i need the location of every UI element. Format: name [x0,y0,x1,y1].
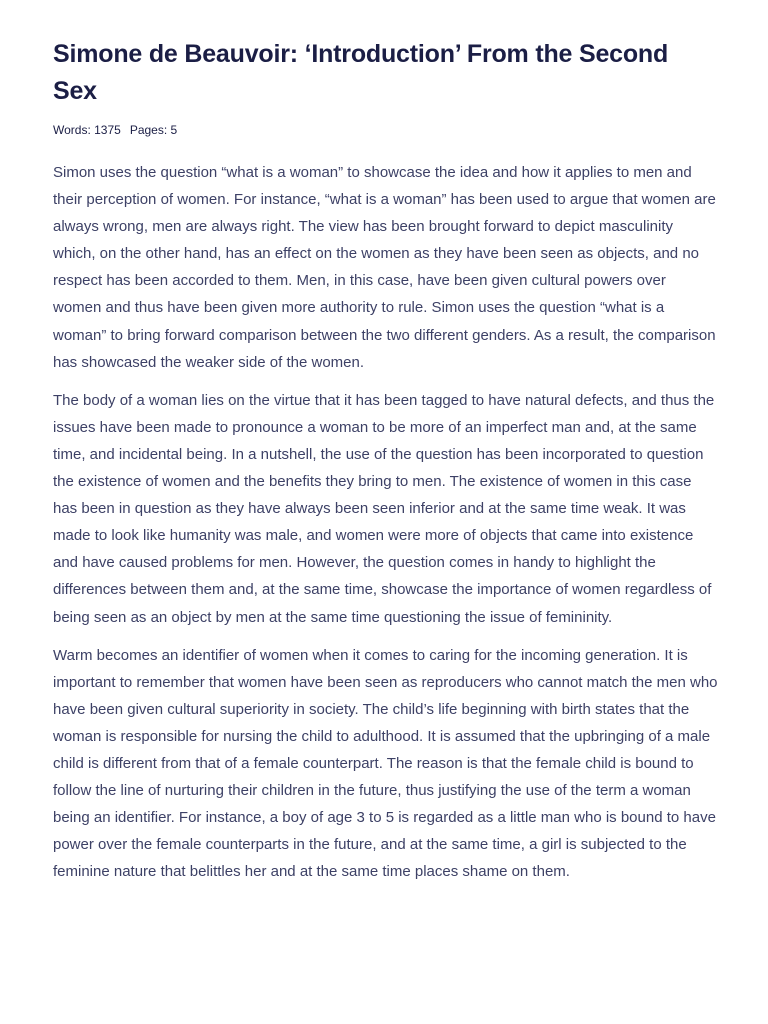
paragraph-3: Warm becomes an identifier of women when it comes to caring for the incoming generation. It is important to remember that women have been seen as reproducers who cannot match the men who have been given cultural superiority in society. The child’s life beginning with birth states that the woman is responsible for nursing the child to adulthood. It is assumed that the upbringing of a male child is different from that of a female counterpart. The reason is that the female child is bound to follow the line of nurturing their children in the future, thus justifying the use of the term a woman being an identifier. For instance, a boy of age 3 to 5 is regarded as a little man who is bound to have power over the female counterparts in the future, and at the same time, a girl is subjected to the feminine nature that belittles her and at the same time places shame on them. [53,646,718,881]
paragraph-2: The body of a woman lies on the virtue that it has been tagged to have natural defects, and thus the issues have been made to pronounce a woman to be more of an imperfect man and, at the same time, and incidental being. In a nutshell, the use of the question has been incorporated to question the existence of women and the benefits they bring to men. The existence of women in this case has been in question as they have always been seen inferior and at the same time weak. It was made to look like humanity was male, and women were more of objects that came into existence and have caused problems for men. However, the question comes in handy to highlight the differences between them and, at the same time, showcase the importance of women regardless of being seen as an object by men at the same time questioning the issue of femininity. [53,391,715,626]
document-body [53,159,718,885]
word-count: Words: 1375 [53,123,121,137]
document-page [53,36,718,896]
page-count: Pages: 5 [129,123,178,137]
document-title: Simone de Beauvoir: ‘Introduction’ From the Second Sex [53,40,669,105]
document-meta [53,123,718,137]
paragraph-1: Simon uses the question “what is a woman” to showcase the idea and how it applies to men and their perception of women. For instance, “what is a woman” has been used to argue that women are always wrong, men are always right. The view has been brought forward to depict masculinity which, on the other hand, has an effect on the women as they have been seen as objects, and no respect has been accorded to them. Men, in this case, have been given cultural powers over women and thus have been given more authority to rule. Simon uses the question “what is a woman” to bring forward comparison between the two different genders. As a result, the comparison has showcased the weaker side of the women. [53,164,716,371]
